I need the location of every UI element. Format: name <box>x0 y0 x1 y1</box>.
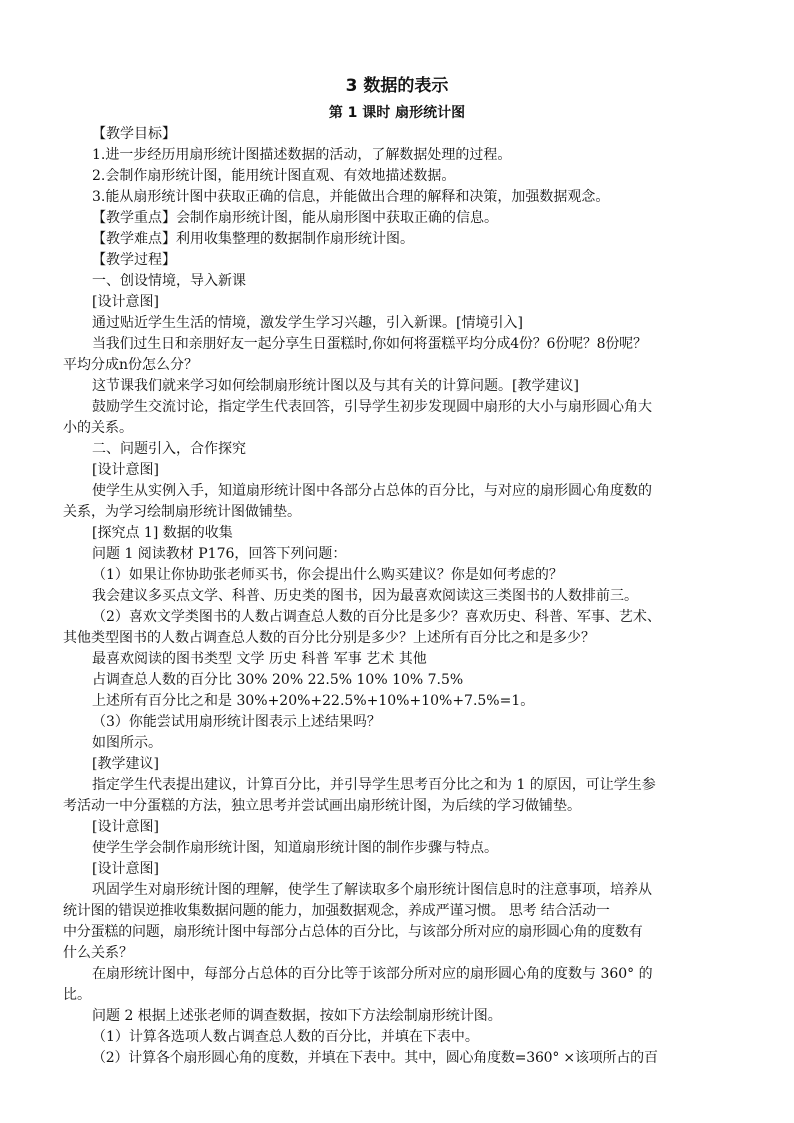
text-line: 【教学目标】 <box>92 126 176 142</box>
text-line: 指定学生代表提出建议，计算百分比，并引导学生思考百分比之和为 1 的原因，可让学生参 <box>92 777 656 793</box>
text-line: [设计意图] <box>92 462 159 478</box>
text-line: 考活动一中分蛋糕的方法，独立思考并尝试画出扇形统计图，为后续的学习做铺垫。 <box>63 798 581 814</box>
text-line: （3）你能尝试用扇形统计图表示上述结果吗？ <box>92 714 381 730</box>
text-line: 1.进一步经历用扇形统计图描述数据的活动，了解数据处理的过程。 <box>92 147 512 163</box>
text-line: 什么关系？ <box>63 945 133 961</box>
text-line: 如图所示。 <box>92 735 162 751</box>
text-line: [教学建议] <box>92 756 159 772</box>
text-line: 问题 2 根据上述张老师的调查数据，按如下方法绘制扇形统计图。 <box>92 1008 502 1024</box>
text-line: （2）计算各个扇形圆心角的度数，并填在下表中。其中，圆心角度数=360° ×该项所占的百 <box>92 1050 658 1066</box>
text-line: 当我们过生日和亲朋好友一起分享生日蛋糕时,你如何将蛋糕平均分成4份？6份呢？8份呢？ <box>92 336 647 352</box>
text-line: 其他类型图书的人数占调查总人数的百分比分别是多少？上述所有百分比之和是多少？ <box>63 630 595 646</box>
text-line: [设计意图] <box>92 294 159 310</box>
text-line: 上述所有百分比之和是 30%+20%+22.5%+10%+10%+7.5%=1。 <box>92 693 535 709</box>
text-line: （2）喜欢文学类图书的人数占调查总人数的百分比是多少？喜欢历史、科普、军事、艺术、 <box>92 609 661 625</box>
text-line: 中分蛋糕的问题，扇形统计图中每部分占总体的百分比，与该部分所对应的扇形圆心角的度数有 <box>63 924 643 940</box>
text-line: 占调查总人数的百分比 30% 20% 22.5% 10% 10% 7.5% <box>92 672 464 688</box>
page-subtitle: 第 1 课时 扇形统计图 <box>328 105 466 121</box>
text-line: [设计意图] <box>92 819 159 835</box>
text-line: 鼓励学生交流讨论，指定学生代表回答，引导学生初步发现圆中扇形的大小与扇形圆心角大 <box>92 399 652 415</box>
text-line: 最喜欢阅读的图书类型 文学 历史 科普 军事 艺术 其他 <box>92 651 427 667</box>
text-line: 2.会制作扇形统计图，能用统计图直观、有效地描述数据。 <box>92 168 456 184</box>
text-line: [探究点 1] 数据的收集 <box>92 525 233 541</box>
text-line: 通过贴近学生生活的情境，激发学生学习兴趣，引入新课。[情境引入] <box>92 315 523 331</box>
text-line: 3.能从扇形统计图中获取正确的信息，并能做出合理的解释和决策，加强数据观念。 <box>92 189 610 205</box>
text-line: （1）计算各选项人数占调查总人数的百分比，并填在下表中。 <box>92 1029 479 1045</box>
text-line: 关系，为学习绘制扇形统计图做铺垫。 <box>63 504 301 520</box>
text-line: 【教学难点】利用收集整理的数据制作扇形统计图。 <box>92 231 414 247</box>
text-line: 使学生从实例入手，知道扇形统计图中各部分占总体的百分比，与对应的扇形圆心角度数的 <box>92 483 652 499</box>
text-line: 巩固学生对扇形统计图的理解，使学生了解读取多个扇形统计图信息时的注意事项，培养从 <box>92 882 652 898</box>
text-line: 在扇形统计图中，每部分占总体的百分比等于该部分所对应的扇形圆心角的度数与 360° 的 <box>92 966 653 982</box>
text-line: 这节课我们就来学习如何绘制扇形统计图以及与其有关的计算问题。[教学建议] <box>92 378 579 394</box>
text-line: [设计意图] <box>92 861 159 877</box>
text-line: 问题 1 阅读教材 P176，回答下列问题： <box>92 546 347 562</box>
text-line: 统计图的错误逆推收集数据问题的能力，加强数据观念，养成严谨习惯。 思考 结合活动一 <box>63 903 610 919</box>
text-line: 二、问题引入，合作探究 <box>92 441 246 457</box>
text-line: 我会建议多买点文学、科普、历史类的图书，因为最喜欢阅读这三类图书的人数排前三。 <box>92 588 638 604</box>
text-line: 一、创设情境，导入新课 <box>92 273 246 289</box>
page-title: 3 数据的表示 <box>345 76 449 96</box>
text-line: 【教学重点】会制作扇形统计图，能从扇形图中获取正确的信息。 <box>92 210 498 226</box>
text-line: 平均分成n份怎么分？ <box>63 357 199 373</box>
text-line: （1）如果让你协助张老师买书，你会提出什么购买建议？你是如何考虑的？ <box>92 567 563 583</box>
text-line: 比。 <box>63 987 91 1003</box>
text-line: 【教学过程】 <box>92 252 176 268</box>
text-line: 使学生学会制作扇形统计图，知道扇形统计图的制作步骤与特点。 <box>92 840 498 856</box>
text-line: 小的关系。 <box>63 420 133 436</box>
